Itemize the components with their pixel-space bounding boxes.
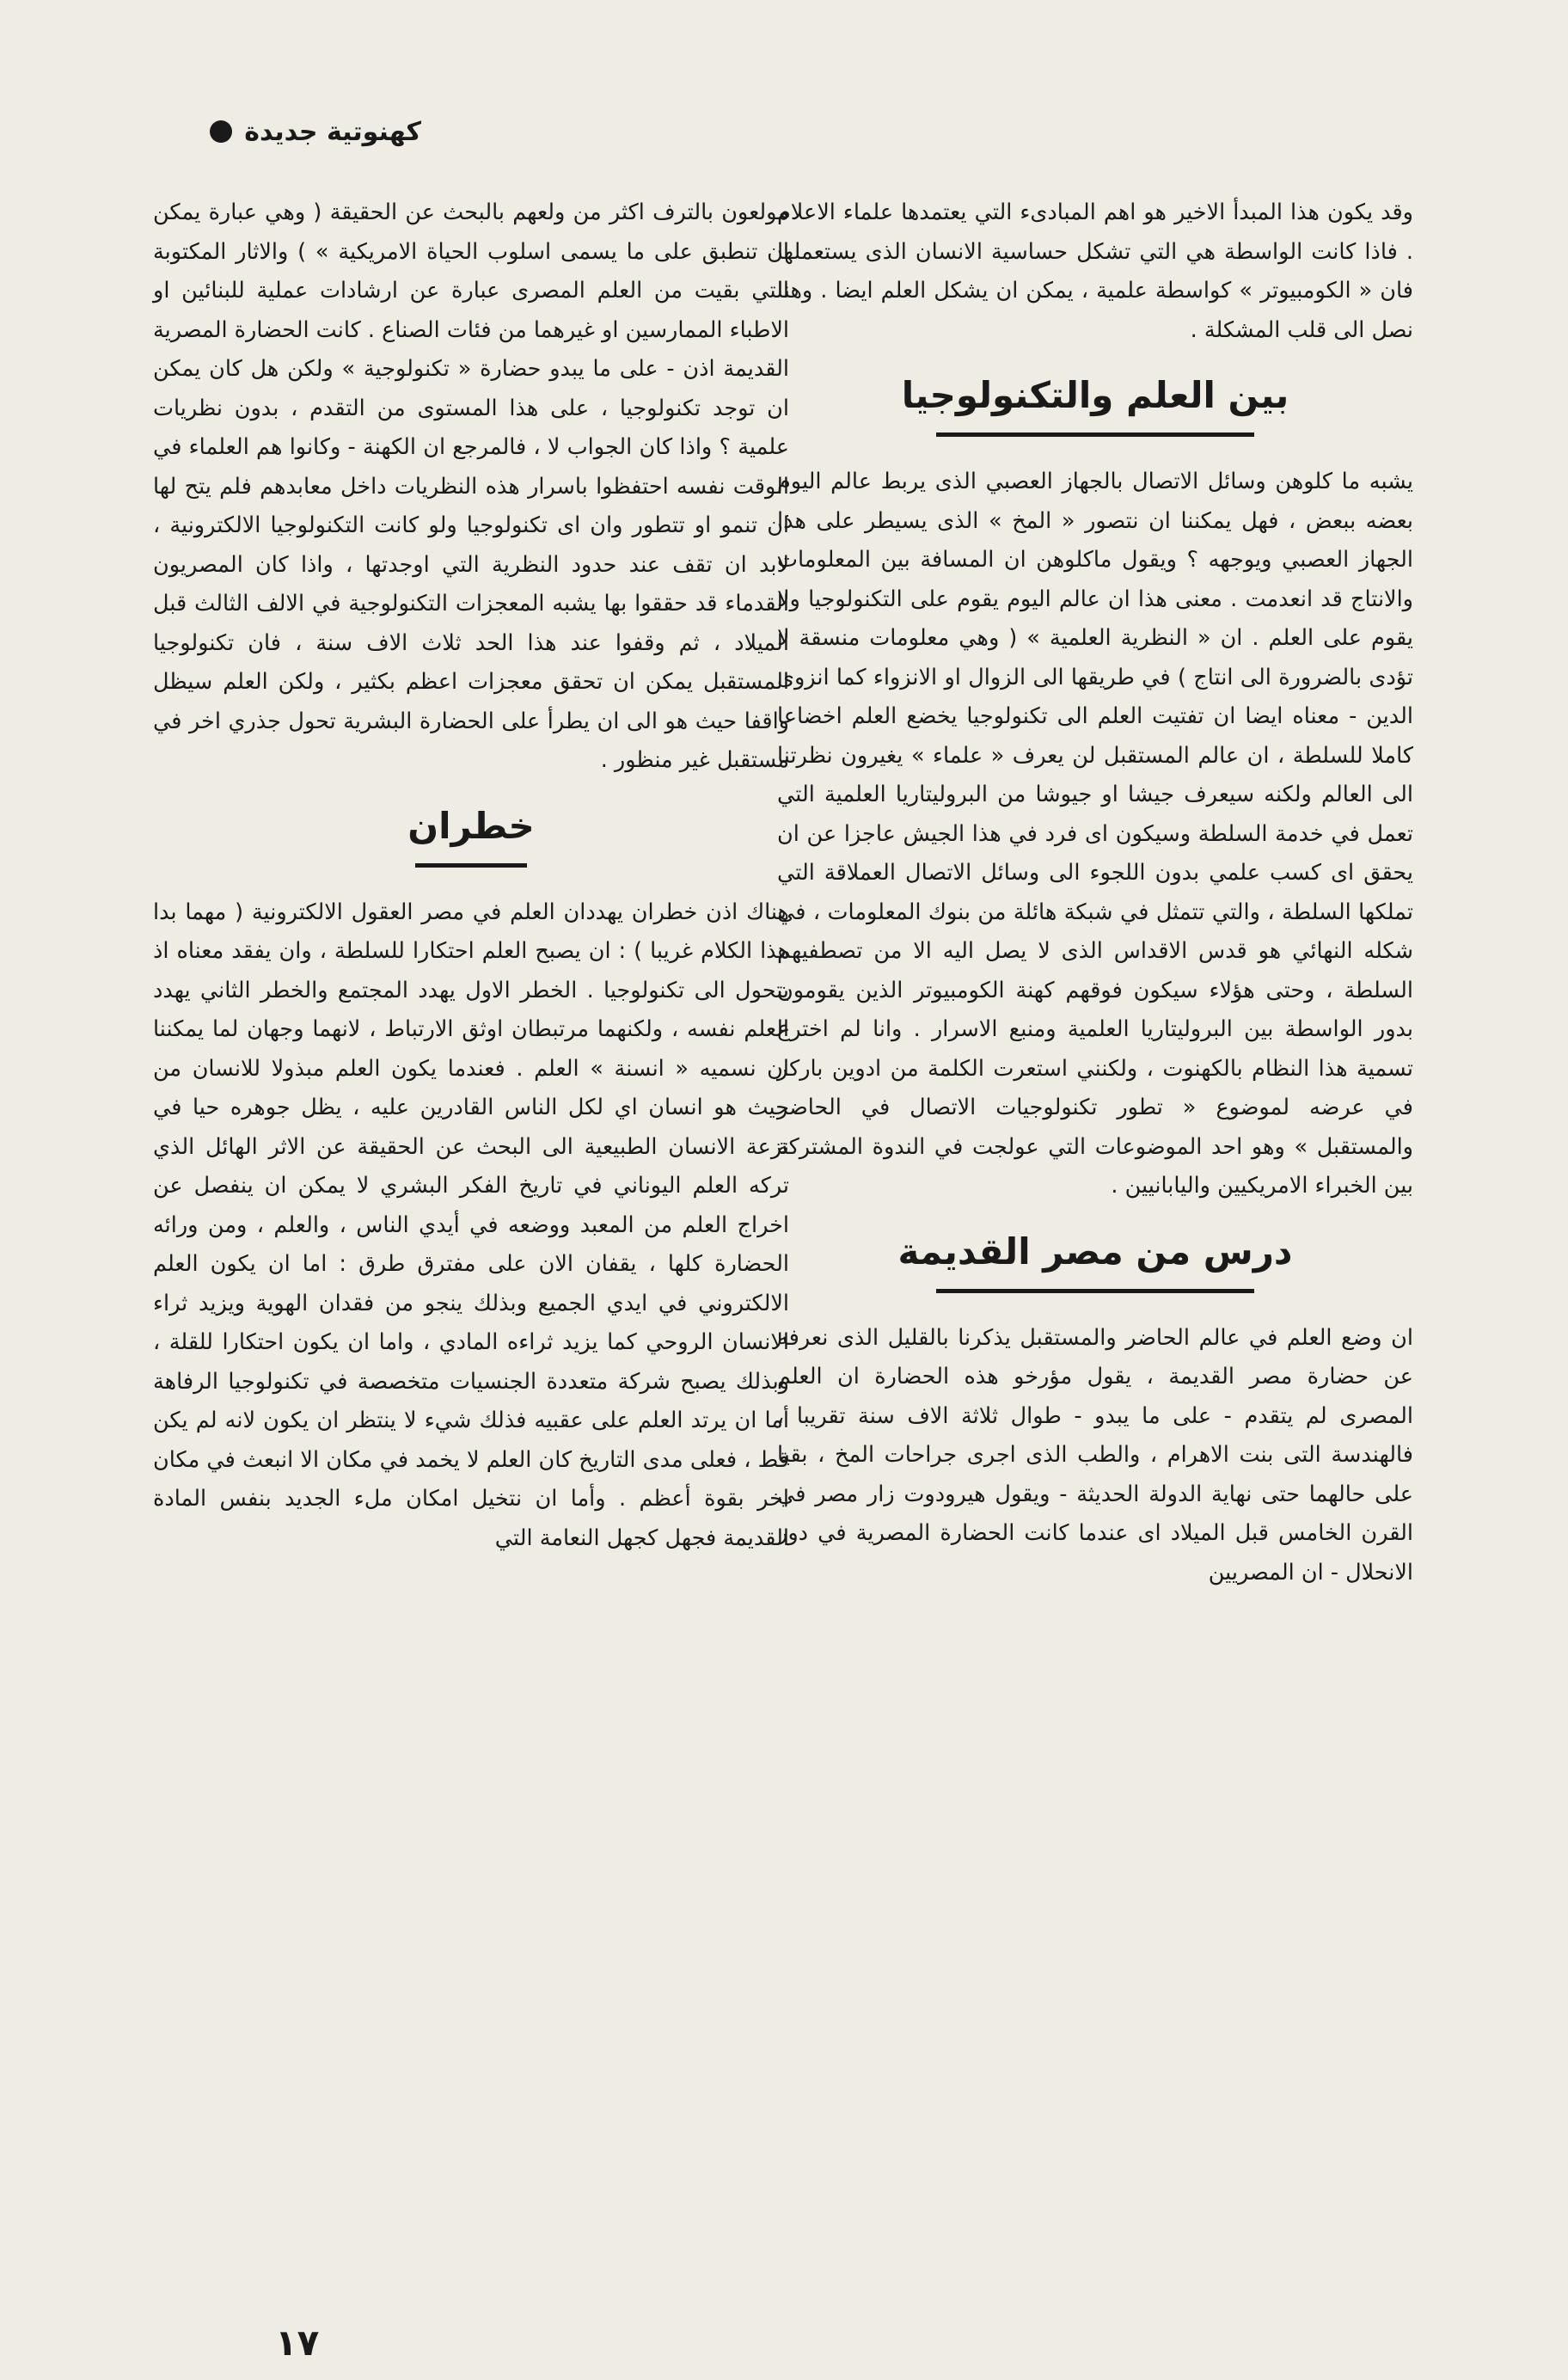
running-header [163, 110, 421, 153]
section-2-paragraph: ان وضع العلم في عالم الحاضر والمستقبل يذكرنا بالقليل الذى نعرفه عن حضارة مصر القديمة ، يقول مؤرخو هذه الحضارة ان العلم المصرى لم يتقدم - على ما يبدو - طوال ثلاثة الاف سنة تقريبا ، فالهندسة التى بنت الاهرام ، والطب الذى اجرى جراحات المخ ، بقيا على حالهما حتى نهاية الدولة الحديثة - ويقول هيرودوت زار مصر في القرن الخامس قبل الميلاد اى عندما كانت الحضارة المصرية في دور الانحلال - ان المصريين [777, 1324, 1413, 1586]
left-column [153, 193, 789, 1563]
heading-rule [415, 863, 527, 868]
heading-science-technology: بين العلم والتكنولوجيا [901, 374, 1289, 416]
heading-block-2 [777, 1222, 1413, 1293]
heading-block-3 [153, 796, 789, 868]
right-column [777, 193, 1413, 1598]
heading-rule [936, 432, 1254, 437]
bullet-icon [210, 120, 232, 143]
page-number: ١٧ [275, 2322, 320, 2364]
heading-ancient-egypt: درس من مصر القديمة [897, 1230, 1293, 1273]
section-2-continued-paragraph: مولعون بالترف اكثر من ولعهم بالبحث عن الحقيقة ( وهي عبارة يمكن ان تنطبق على ما يسمى اسلوب الحياة الامريكية » ) والاثار المكتوبة التي بقيت من العلم المصرى عبارة عن ارشادات عملية للبنائين او الاطباء الممارسين او غيرهما من فئات الصناع . كانت الحضارة المصرية القديمة اذن - على ما يبدو حضارة « تكنولوجية » ولكن هل كان يمكن ان توجد تكنولوجيا ، على هذا المستوى من التقدم ، بدون نظريات علمية ؟ واذا كان الجواب لا ، فالمرجع ان الكهنة - وكانوا هم العلماء في الوقت نفسه احتفظوا باسرار هذه النظريات داخل معابدهم فلم يتح لها ان تنمو او تتطور وان اى تكنولوجيا ولو كانت التكنولوجيا الالكترونية ، لابد ان تقف عند حدود النظرية التي اوجدتها ، واذا كان المصريون القدماء قد حققوا بها يشبه المعجزات التكنولوجية في الالف الثالث قبل الميلاد ، ثم وقفوا عند هذا الحد ثلاث الاف سنة ، فان تكنولوجيا المستقبل يمكن ان تحقق معجزات اعظم بكثير ، ولكن العلم سيظل واقفا حيث هو الى ان يطرأ على الحضارة البشرية تحول جذري اخر في مستقبل غير منظور . [153, 199, 789, 773]
heading-block-1 [777, 365, 1413, 437]
heading-two-dangers: خطران [407, 804, 535, 847]
section-title: كهنوتية جديدة [244, 116, 421, 147]
intro-paragraph: وقد يكون هذا المبدأ الاخير هو اهم المبادىء التي يعتمدها علماء الاعلام . فاذا كانت الواسطة هي التي تشكل حساسية الانسان الذى يستعملها فان « الكومبيوتر » كواسطة علمية ، يمكن ان يشكل العلم ايضا . وهنا نصل الى قلب المشكلة . [777, 199, 1413, 343]
section-3-paragraph: هناك اذن خطران يهددان العلم في مصر العقول الالكترونية ( مهما بدا هذا الكلام غريبا ) : ان يصبح العلم احتكارا للسلطة ، وان يفقد معناه اذ يتحول الى تكنولوجيا . الخطر الاول يهدد المجتمع والخطر الثاني يهدد العلم نفسه ، ولكنهما مرتبطان اوثق الارتباط ، لانهما وجهان لما يمكننا ان نسميه « انسنة » العلم . فعندما يكون العلم مبذولا للانسان من حيث هو انسان اي لكل الناس القادرين عليه ، يظل جوهره حيا في نزعة الانسان الطبيعية الى البحث عن الحقيقة عن الاثر الهائل الذي تركه العلم اليوناني في تاريخ الفكر البشري لا يمكن ان ينفصل عن اخراج العلم من المعبد ووضعه في أيدي الناس ، والعلم ، ومن ورائه الحضارة كلها ، يقفان الان على مفترق طرق : اما ان يكون العلم الالكتروني في ايدي الجميع وبذلك ينجو من فقدان الهوية ويزيد ثراء الانسان الروحي كما يزيد ثراءه المادي ، واما ان يكون احتكارا للقلة ، وبذلك يصبح شركة متعددة الجنسيات متخصصة في تكنولوجيا الرفاهة أما ان يرتد العلم على عقبيه فذلك شيء لا ينتظر ان يكون لانه لم يكن قط ، فعلى مدى التاريخ كان العلم لا يخمد في مكان الا انبعث في مكان اخر بقوة أعظم . وأما ان نتخيل امكان ملء الجديد بنفس المادة القديمة فجهل كجهل النعامة التي [153, 899, 789, 1551]
section-1-paragraph: يشبه ما كلوهن وسائل الاتصال بالجهاز العصبي الذى يربط عالم اليوم بعضه ببعض ، فهل يمكننا ان نتصور « المخ » الذى يسيطر على هذا الجهاز العصبي ويوجهه ؟ ويقول ماكلوهن ان المسافة بين المعلومات والانتاج قد انعدمت . معنى هذا ان عالم اليوم يقوم على التكنولوجيا ولا يقوم على العلم . ان « النظرية العلمية » ( وهي معلومات منسقة لا تؤدى بالضرورة الى انتاج ) في طريقها الى الزوال او الانزواء كما انزوى الدين - معناه ايضا ان تفتيت العلم الى تكنولوجيا يخضع العلم اخضاعا كاملا للسلطة ، ان عالم المستقبل لن يعرف « علماء » يغيرون نظرتنا الى العالم ولكنه سيعرف جيشا او جيوشا من البروليتاريا العلمية التي تعمل في خدمة السلطة وسيكون اى فرد في هذا الجيش عاجزا عن ان يحقق اى كسب علمي بدون اللجوء الى وسائل الاتصال العملاقة التي تملكها السلطة ، والتي تتمثل في شبكة هائلة من بنوك المعلومات ، في شكله النهائي هو قدس الاقداس الذى لا يصل اليه الا من تصطفيهم السلطة ، وحتى هؤلاء سيكون فوقهم كهنة الكومبيوتر الذين يقومون بدور الواسطة بين البروليتاريا العلمية ومنبع الاسرار . وانا لم اخترع تسمية هذا النظام بالكهنوت ، ولكنني استعرت الكلمة من ادوين باركر في عرضه لموضوع « تطور تكنولوجيات الاتصال في الحاضر والمستقبل » وهو احد الموضوعات التي عولجت في الندوة المشتركة بين الخبراء الامريكيين واليابانيين . [777, 469, 1413, 1199]
heading-rule [936, 1289, 1254, 1293]
